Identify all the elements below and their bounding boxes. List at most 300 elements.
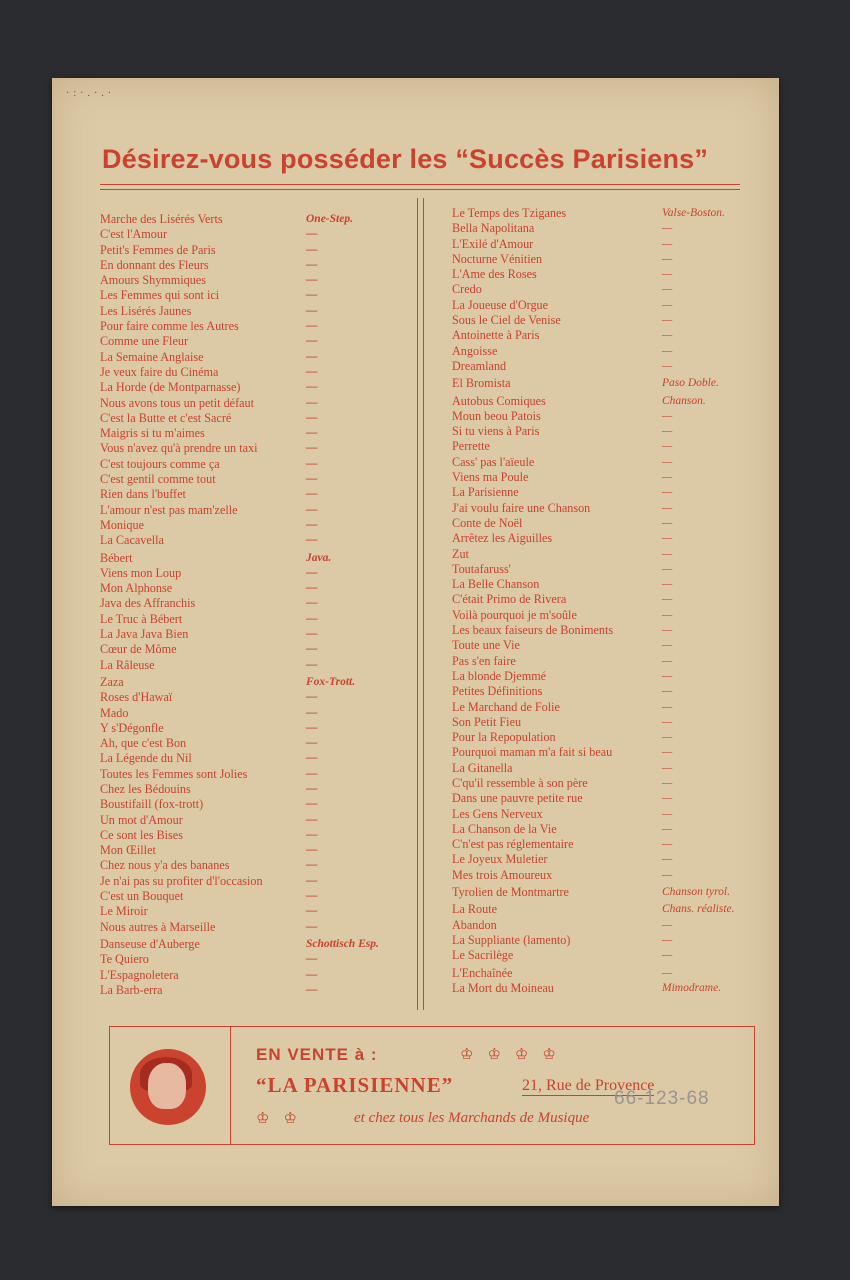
right-song-list [452,206,747,996]
song-row [100,533,412,548]
song-title: C'n'est pas réglementaire [452,837,574,852]
song-genre: — [662,501,673,514]
song-title: J'ai voulu faire une Chanson [452,500,591,515]
song-row [100,457,412,472]
song-row [100,243,412,258]
song-row [100,380,412,395]
song-genre: — [662,853,673,866]
song-title: C'qu'il ressemble à son père [452,775,588,790]
song-title: Bella Napolitana [452,221,535,236]
song-genre: — [306,782,318,795]
song-title: Son Petit Fieu [452,714,522,729]
song-genre: Java. [306,551,332,564]
song-row [452,328,747,343]
sale-label: EN VENTE à : [256,1045,378,1064]
song-row [452,822,747,837]
song-genre: — [306,243,318,256]
song-genre: — [306,289,318,302]
song-row [452,654,747,669]
song-title: Pas s'en faire [452,653,516,668]
song-row [452,516,747,531]
song-title: Bébert [100,550,133,565]
song-title: Amours Shymmiques [100,273,206,288]
song-row [100,350,412,365]
song-title: Chez les Bédouins [100,781,191,796]
song-title: L'amour n'est pas mam'zelle [100,502,238,517]
song-title: Roses d'Hawaï [100,690,173,705]
song-title: Toute une Vie [452,638,520,653]
song-title: La Joueuse d'Orgue [452,297,549,312]
song-row [452,344,747,359]
song-genre: Mimodrame. [662,981,722,994]
song-row [100,426,412,441]
song-title: Le Joyeux Muletier [452,852,548,867]
song-genre: — [662,761,673,774]
song-title: La Barb-erra [100,982,163,997]
song-title: Maigris si tu m'aimes [100,426,205,441]
song-genre: — [662,425,673,438]
song-title: Le Marchand de Folie [452,699,560,714]
song-genre: — [662,314,673,327]
song-genre: — [306,890,318,903]
song-genre: — [662,822,673,835]
song-genre: — [306,396,318,409]
song-row [100,889,412,904]
song-genre: — [306,503,318,516]
song-title: Abandon [452,917,497,932]
song-title: Zut [452,546,469,561]
song-row [452,531,747,546]
song-genre: — [306,411,318,424]
song-row [100,288,412,303]
song-genre: — [662,547,673,560]
song-row [452,700,747,715]
song-title: C'est un Bouquet [100,889,184,904]
song-row [100,258,412,273]
song-row [452,376,747,391]
song-row [452,252,747,267]
song-genre: — [306,813,318,826]
song-genre: — [306,534,318,547]
song-row [452,313,747,328]
song-row [452,852,747,867]
song-row [100,227,412,242]
paper-speckle-icon: ·:·.·.· [66,88,116,99]
song-genre: — [662,532,673,545]
song-genre: — [306,643,318,656]
song-row [452,439,747,454]
title-rule [100,184,740,185]
song-genre: — [662,639,673,652]
song-row [100,813,412,828]
song-genre: — [662,486,673,499]
song-title: Rien dans l'buffet [100,487,186,502]
song-title: El Bromista [452,376,511,391]
archive-stamp: 66-123-68 [614,1088,710,1109]
song-title: Les Gens Nerveux [452,806,543,821]
song-genre: — [662,868,673,881]
song-row [452,981,747,996]
left-song-list [100,212,412,998]
song-genre: — [662,715,673,728]
song-title: C'est gentil comme tout [100,472,216,487]
song-row [100,968,412,983]
song-row [100,658,412,673]
song-genre: — [662,792,673,805]
song-genre: Fox-Trott. [306,675,356,688]
song-title: La Route [452,902,498,917]
song-genre: — [662,918,673,931]
song-title: Conte de Noël [452,515,523,530]
song-genre: — [306,721,318,734]
song-genre: — [306,304,318,317]
song-genre: — [662,731,673,744]
song-genre: — [306,365,318,378]
song-row [452,948,747,963]
song-title: Chez nous y'a des bananes [100,858,230,873]
song-row [452,359,747,374]
song-row [100,566,412,581]
song-genre: — [306,381,318,394]
song-title: C'est l'Amour [100,227,168,242]
song-title: Dreamland [452,358,507,373]
song-title: Boustifaill (fox-trott) [100,797,204,812]
page-title: Désirez-vous posséder les “Succès Parisiens” [102,144,709,174]
song-genre: — [306,658,318,671]
song-genre: — [662,268,673,281]
song-row [100,472,412,487]
song-row [100,503,412,518]
song-genre: — [662,669,673,682]
song-genre: — [306,828,318,841]
song-title: Ce sont les Bises [100,827,183,842]
song-row [452,409,747,424]
song-title: La Semaine Anglaise [100,349,204,364]
song-title: Autobus Comiques [452,393,546,408]
song-row [100,487,412,502]
song-title: Cœur de Môme [100,642,177,657]
song-row [452,885,747,900]
song-genre: — [306,905,318,918]
song-title: Mado [100,705,129,720]
song-genre: — [306,798,318,811]
song-genre: — [662,252,673,265]
song-title: La Parisienne [452,485,519,500]
song-row [100,983,412,998]
shop-name: “LA PARISIENNE” [256,1073,454,1097]
song-title: Cass' pas l'aïeule [452,454,535,469]
song-title: Ah, que c'est Bon [100,736,187,751]
song-title: L'Enchaînée [452,965,513,980]
song-title: La blonde Djemmé [452,668,547,683]
song-title: Viens ma Poule [452,470,529,485]
song-genre: — [662,359,673,372]
song-row [452,485,747,500]
song-title: Antoinette à Paris [452,328,540,343]
song-genre: — [306,968,318,981]
song-genre: — [306,859,318,872]
song-row [452,221,747,236]
song-title: C'était Primo de Rivera [452,592,567,607]
song-row [452,298,747,313]
crown-ornament-icon: ♔♔♔♔ [460,1047,570,1063]
song-title: Dans une pauvre petite rue [452,791,583,806]
song-title: Mes trois Amoureux [452,867,553,882]
song-genre: — [306,752,318,765]
song-row [100,920,412,935]
song-genre: — [662,440,673,453]
song-row [452,424,747,439]
song-title: Te Quiero [100,952,149,967]
song-genre: — [306,350,318,363]
shop-address: 21, Rue de Provence [522,1077,655,1094]
song-title: Zaza [100,674,124,689]
song-genre: Paso Doble. [662,377,719,390]
song-genre: — [662,298,673,311]
song-row [100,937,412,952]
song-row [452,501,747,516]
song-title: Les beaux faiseurs de Boniments [452,623,614,638]
song-title: Moun beou Patois [452,408,541,423]
song-title: C'est toujours comme ça [100,456,220,471]
column-divider-inner [423,198,424,1010]
song-genre: — [662,237,673,250]
song-title: La Gitanella [452,760,513,775]
song-genre: — [662,516,673,529]
song-genre: — [306,473,318,486]
song-genre: — [306,488,318,501]
song-row [452,623,747,638]
song-title: Monique [100,517,145,532]
song-genre: — [662,344,673,357]
song-row [452,237,747,252]
song-row [452,761,747,776]
song-row [100,334,412,349]
song-title: Mon Œillet [100,843,156,858]
song-title: Perrette [452,439,490,454]
song-genre: — [662,329,673,342]
song-genre: — [662,455,673,468]
song-title: Angoisse [452,343,498,358]
song-row [452,592,747,607]
song-genre: — [662,593,673,606]
song-row [100,441,412,456]
lady-portrait-icon [130,1049,206,1125]
sale-box-divider [230,1027,231,1144]
song-genre: Schottisch Esp. [306,937,379,950]
song-genre: — [662,222,673,235]
song-row [100,797,412,812]
song-title: Nous avons tous un petit défaut [100,395,255,410]
song-genre: — [306,320,318,333]
song-title: Mon Alphonse [100,581,173,596]
song-genre: — [306,427,318,440]
song-row [452,684,747,699]
song-title: Tyrolien de Montmartre [452,885,569,900]
song-genre: — [662,685,673,698]
song-genre: — [306,983,318,996]
song-row [452,455,747,470]
song-genre: Chanson tyrol. [662,886,730,899]
song-title: La Cacavella [100,533,164,548]
song-genre: — [662,562,673,575]
song-row [452,933,747,948]
song-row [452,669,747,684]
song-row [100,751,412,766]
song-title: Danseuse d'Auberge [100,936,200,951]
song-genre: — [306,274,318,287]
song-genre: — [662,409,673,422]
sale-box [109,1026,755,1145]
song-title: Comme une Fleur [100,334,189,349]
song-title: Je n'ai pas su profiter d'l'occasion [100,873,263,888]
song-row [452,868,747,883]
song-title: Nocturne Vénitien [452,251,543,266]
song-row [100,858,412,873]
song-row [100,396,412,411]
song-row [452,837,747,852]
song-title: Les Lisérés Jaunes [100,303,192,318]
song-row [100,612,412,627]
song-genre: — [306,582,318,595]
song-title: Le Temps des Tziganes [452,206,567,220]
song-title: La Mort du Moineau [452,980,554,995]
song-genre: — [662,624,673,637]
song-row [100,365,412,380]
song-title: Arrêtez les Aiguilles [452,531,553,546]
song-genre: — [306,844,318,857]
song-genre: — [306,457,318,470]
song-genre: — [306,566,318,579]
song-row [452,577,747,592]
song-genre: — [306,335,318,348]
song-title: Les Femmes qui sont ici [100,288,220,303]
song-genre: — [662,654,673,667]
song-row [452,776,747,791]
song-title: Si tu viens à Paris [452,424,540,439]
song-genre: — [306,737,318,750]
song-row [452,608,747,623]
song-row [452,730,747,745]
song-row [452,394,747,409]
crown-ornament-icon: ♔♔ [256,1111,311,1127]
song-title: L'Exilé d'Amour [452,236,534,251]
song-row [100,843,412,858]
song-title: La Légende du Nil [100,751,192,766]
song-title: Le Truc à Bébert [100,611,183,626]
song-row [452,966,747,981]
song-row [452,282,747,297]
song-genre: — [662,700,673,713]
song-title: En donnant des Fleurs [100,257,209,272]
song-title: La Horde (de Montparnasse) [100,380,241,395]
song-genre: — [662,746,673,759]
song-title: La Suppliante (lamento) [452,932,571,947]
song-row [100,767,412,782]
song-genre: Valse-Boston. [662,207,725,219]
song-row [452,918,747,933]
title-rule-inner [100,189,740,190]
song-row [100,904,412,919]
song-genre: — [306,597,318,610]
song-row [452,206,747,221]
song-genre: — [306,442,318,455]
song-title: Java des Affranchis [100,596,196,611]
song-title: La Chanson de la Vie [452,821,557,836]
song-row [452,562,747,577]
song-title: Un mot d'Amour [100,812,183,827]
song-genre: — [306,518,318,531]
song-title: La Râleuse [100,657,155,672]
song-row [452,470,747,485]
song-genre: — [306,258,318,271]
song-row [100,411,412,426]
song-row [452,745,747,760]
song-title: C'est la Butte et c'est Sacré [100,410,232,425]
song-title: Petites Définitions [452,684,543,699]
song-row [100,627,412,642]
sheet [52,78,779,1206]
song-title: La Belle Chanson [452,577,540,592]
song-row [100,596,412,611]
song-genre: — [306,953,318,966]
song-row [100,721,412,736]
song-title: Nous autres à Marseille [100,919,216,934]
song-genre: — [306,874,318,887]
song-title: Viens mon Loup [100,565,182,580]
song-title: Le Sacrilège [452,948,514,963]
song-title: Y s'Dégonfle [100,720,164,735]
song-row [100,782,412,797]
song-row [100,551,412,566]
song-title: Sous le Ciel de Venise [452,313,561,328]
song-genre: — [662,776,673,789]
song-genre: — [662,807,673,820]
song-row [452,547,747,562]
song-title: Credo [452,282,482,297]
song-genre: — [306,691,318,704]
song-genre: — [662,949,673,962]
song-row [100,212,412,227]
song-row [100,828,412,843]
song-genre: — [662,578,673,591]
song-row [452,267,747,282]
song-row [100,736,412,751]
song-genre: — [306,767,318,780]
song-genre: — [306,228,318,241]
song-genre: — [306,706,318,719]
song-title: Pour la Repopulation [452,730,556,745]
song-row [100,518,412,533]
song-genre: — [306,628,318,641]
song-row [100,952,412,967]
song-row [100,319,412,334]
other-sellers: et chez tous les Marchands de Musique [354,1110,590,1126]
song-row [452,902,747,917]
song-row [100,675,412,690]
song-genre: Chans. réaliste. [662,903,735,916]
song-row [100,273,412,288]
song-row [452,791,747,806]
song-title: L'Ame des Roses [452,267,537,282]
song-title: L'Espagnoletera [100,967,179,982]
song-row [100,581,412,596]
song-genre: — [662,933,673,946]
song-row [100,690,412,705]
song-row [100,874,412,889]
song-row [452,807,747,822]
song-title: Toutafaruss' [452,561,511,576]
